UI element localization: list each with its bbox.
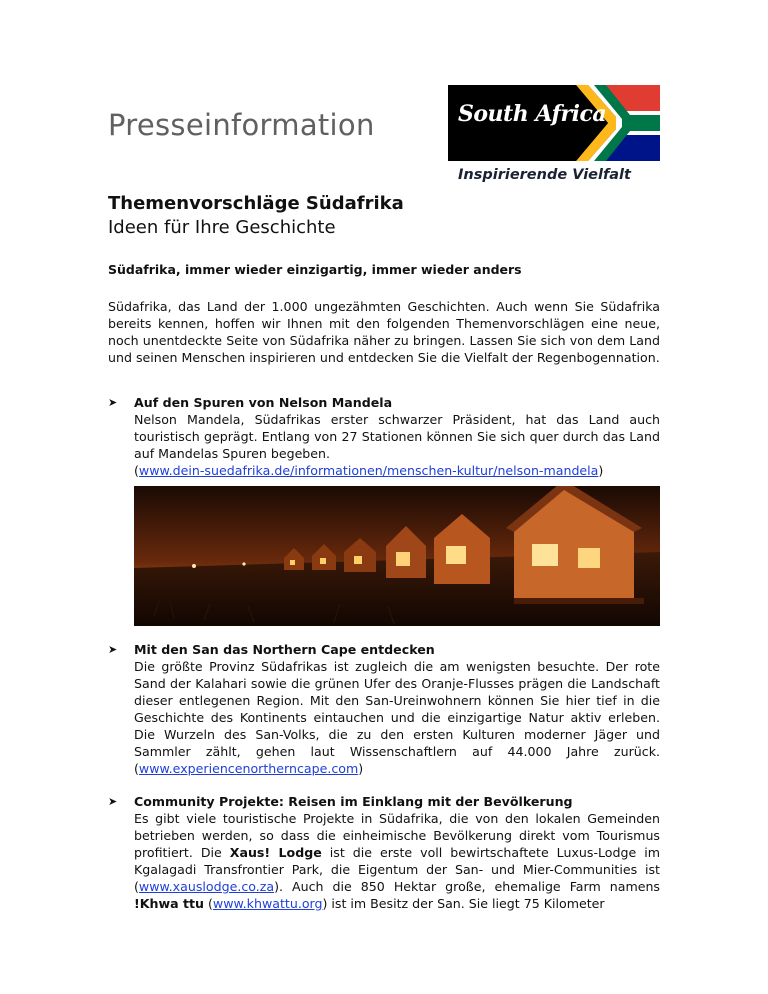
topic-subtitle: Ideen für Ihre Geschichte xyxy=(108,217,336,238)
mandela-link[interactable]: www.dein-suedafrika.de/informationen/menschen-kultur/nelson-mandela xyxy=(138,463,599,478)
section-text: ). Auch die 850 Hektar große, ehemalige Farm namens xyxy=(274,879,660,894)
section-body xyxy=(134,810,660,912)
section-heading: Mit den San das Northern Cape entdecken xyxy=(134,642,435,657)
section-text: Die größte Provinz Südafrikas ist zugleich die am wenigsten besuchte. Der rote Sand der Kalahari sowie die grünen Ufer des Oranje-Flusses prägen die Landschaft dieser entlegenen Region. Mit den San-Ureinwohnern können Sie hier tief in die Geschichte des Kontinents eintauchen und die einzigartige Natur aktiv erleben. Die Wurzeln des San-Volks, die zu den ersten Kulturen moderner Jäger und Sammler zählt, gehen laut Wissenschaftlern auf 44.000 Jahre zurück. xyxy=(134,659,660,759)
topic-title: Themenvorschläge Südafrika xyxy=(108,193,404,214)
logo-text: South Africa xyxy=(458,101,607,127)
arrow-bullet-icon: ➤ xyxy=(108,396,118,409)
section-heading: Community Projekte: Reisen im Einklang mit der Bevölkerung xyxy=(134,794,573,809)
section-community-projects xyxy=(108,793,660,993)
lodge-sunset-photo xyxy=(134,486,660,626)
south-africa-logo xyxy=(448,85,660,161)
section-heading: Auf den Spuren von Nelson Mandela xyxy=(134,395,393,410)
page-title: Presseinformation xyxy=(108,108,375,142)
lead-sentence: Südafrika, immer wieder einzigartig, immer wieder anders xyxy=(108,262,522,277)
northern-cape-link[interactable]: www.experiencenortherncape.com xyxy=(138,761,359,776)
logo-tagline: Inspirierende Vielfalt xyxy=(458,167,631,183)
section-text: ist die erste voll bewirtschaftete Luxus-Lodge im Kgalagadi Transfrontier Park, die Eigentum der San- und Mier-Communities ist ( xyxy=(134,845,660,894)
section-text: ( xyxy=(204,896,213,911)
section-northern-cape xyxy=(108,641,660,781)
section-text: ) ist im Besitz der San. Sie liegt 75 Kilometer xyxy=(322,896,605,911)
section-text: Nelson Mandela, Südafrikas erster schwarzer Präsident, hat das Land auch touristisch geprägt. Entlang von 27 Stationen können Sie sich quer durch das Land auf Mandelas Spuren begeben. xyxy=(134,412,660,461)
arrow-bullet-icon: ➤ xyxy=(108,643,118,656)
intro-paragraph: Südafrika, das Land der 1.000 ungezähmten Geschichten. Auch wenn Sie Südafrika bereits kennen, hoffen wir Ihnen mit den folgenden Themenvorschlägen eine neue, noch unentdeckte Seite von Südafrika näher zu bringen. Lassen Sie sich von dem Land und seinen Menschen inspirieren und entdecken Sie die Vielfalt der Regenbogennation. xyxy=(108,299,660,365)
khwattu-link[interactable]: www.khwattu.org xyxy=(212,896,323,911)
section-nelson-mandela xyxy=(108,394,660,478)
section-text: Es gibt viele touristische Projekte in Südafrika, die von den lokalen Gemeinden betrieben werden, so dass die einheimische Bevölkerung direkt vom Tourismus profitiert. Die xyxy=(134,811,660,860)
khwa-ttu-name: !Khwa ttu xyxy=(134,896,204,911)
xaus-lodge-name: Xaus! Lodge xyxy=(229,845,322,860)
xaus-lodge-link[interactable]: www.xauslodge.co.za xyxy=(138,879,275,894)
section-body: Nelson Mandela, Südafrikas erster schwarzer Präsident, hat das Land auch touristisch geprägt. Entlang von 27 Stationen können Sie sich quer durch das Land auf Mandelas Spuren begeben. (www.dein-suedafrika.de/informationen/menschen-kultur/nelson-mandela) xyxy=(134,412,660,478)
arrow-bullet-icon: ➤ xyxy=(108,795,118,808)
section-body: Die größte Provinz Südafrikas ist zugleich die am wenigsten besuchte. Der rote Sand der Kalahari sowie die grünen Ufer des Oranje-Flusses prägen die Landschaft dieser entlegenen Region. Mit den San-Ureinwohnern können Sie hier tief in die Geschichte des Kontinents eintauchen und die einzigartige Natur aktiv erleben. Die Wurzeln des San-Volks, die zu den ersten Kulturen moderner Jäger und Sammler zählt, gehen laut Wissenschaftlern auf 44.000 Jahre zurück. (www.experiencenortherncape.com) xyxy=(134,659,660,776)
